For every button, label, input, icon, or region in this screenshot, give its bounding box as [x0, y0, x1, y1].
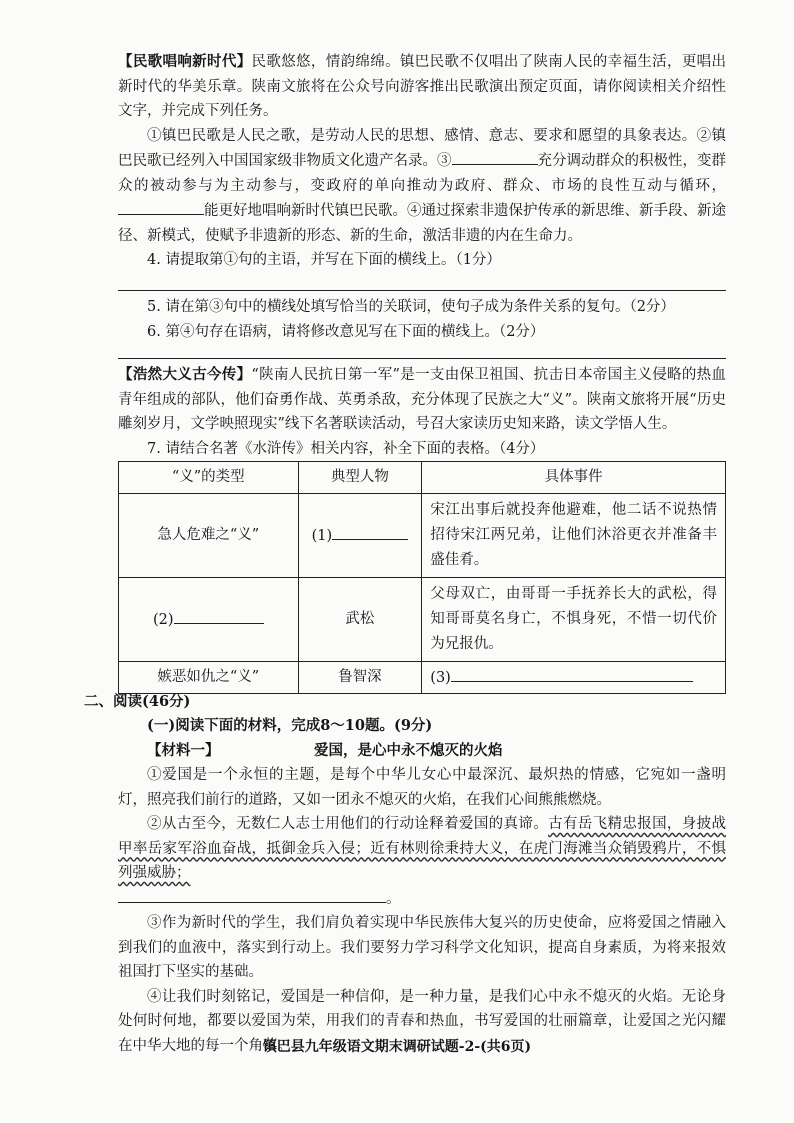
question-6: 6. 第④句存在语病，请将修改意见写在下面的横线上。（2分） [147, 323, 545, 340]
section-righteousness [118, 363, 726, 461]
answer-line-q6[interactable] [118, 358, 726, 359]
answer-blank-3b[interactable] [118, 198, 204, 215]
cell-type: (2) [119, 578, 299, 662]
question-4: 4. 请提取第①句的主语，并写在下面的横线上。（1分） [147, 252, 501, 268]
section-folk-songs [118, 50, 726, 273]
cell-event: 父母双亡，由哥哥一手抚养长大的武松，得知哥哥莫名身亡，不惧身死，不惜一切代价为兄报仇。 [422, 578, 726, 662]
answer-blank-1[interactable] [332, 523, 408, 540]
cell-type: 嫉恶如仇之“义” [119, 662, 299, 694]
cell-event: (3) [422, 662, 726, 694]
reading-body [118, 714, 726, 1058]
cell-event: 宋江出事后就投奔他避难，他二话不说热情招待宋江两兄弟，让他们沐浴更衣并准备丰盛佳肴。 [422, 494, 726, 578]
cell-type: 急人危难之“义” [119, 494, 299, 578]
answer-blank-p2[interactable] [118, 886, 386, 903]
answer-blank-3a[interactable] [452, 148, 538, 165]
question-5: 5. 请在第③句中的横线处填写恰当的关联词，使句子成为条件关系的复句。（2分） [147, 299, 675, 315]
reading-section [84, 690, 726, 715]
questions-5-6 [118, 295, 726, 344]
paragraph-4: ④让我们时刻铭记，爱国是一种信仰，是一种力量，是我们心中永不熄灭的火焰。无论身处何时何地，都要以爱国为荣，用我们的青春和热血，书写爱国的壮丽篇章，让爱国之光闪耀在中华大地的每一个角落。 [118, 988, 726, 1054]
material-title: 爱国，是心中永不熄灭的火焰 [314, 741, 503, 759]
table-row [119, 494, 726, 578]
righteousness-intro: 【浩然大义古今传】“陕南人民抗日第一军”是一支由保卫祖国、抗击日本帝国主义侵略的热血青年组成的部队，他们奋勇作战、英勇杀敌，充分体现了民族之大“义”。陕南文旅将开展“历史雕刻岁月，文学映照现实”线下名著联读活动，号召大家读历史知来路，读文学悟人生。 [118, 366, 726, 432]
paragraph-2: ②从古至今，无数仁人志士用他们的行动诠释着爱国的真谛。古有岳飞精忠报国，身披战甲率岳家军浴血奋战，抵御金兵入侵；近有林则徐秉持大义，在虎门海滩当众销毁鸦片，不惧列强威胁； 。 [118, 816, 727, 907]
material-one-heading [118, 739, 726, 764]
table-row [119, 662, 726, 694]
wavy-underlined-example: 古有岳飞精忠报国，身披战甲率岳家军浴血奋战，抵御金兵入侵；近有林则徐秉持大义，在虎门海滩当众销毁鸦片，不惧列强威胁； [118, 816, 727, 881]
cell-person: 鲁智深 [298, 662, 422, 694]
table-header-row [119, 462, 726, 494]
answer-blank-2[interactable] [174, 607, 264, 624]
paragraph-3: ③作为新时代的学生，我们肩负着实现中华民族伟大复兴的历史使命，应将爱国之情融入到我们的血液中，落实到行动上。我们要努力学习科学文化知识，提高自身素质，为将来报效祖国打下坚实的基础。 [118, 915, 726, 980]
reading-instructions: (一)阅读下面的材料，完成8～10题。(9分) [147, 717, 433, 734]
righteousness-tag: 【浩然大义古今传】 [118, 366, 252, 383]
question-7: 7. 请结合名著《水浒传》相关内容，补全下面的表格。（4分） [147, 440, 545, 457]
folk-songs-intro: 【民歌唱响新时代】民歌悠悠，情韵绵绵。镇巴民歌不仅唱出了陕南人民的幸福生活，更唱出新时代的华美乐章。陕南文旅将在公众号向游客推出民歌演出预定页面，请你阅读相关介绍性文字，并完成下列任务。 [118, 53, 727, 119]
header-event: 具体事件 [422, 462, 726, 494]
paragraph-1: ①爱国是一个永恒的主题，是每个中华儿女心中最深沉、最炽热的情感，它宛如一盏明灯，照亮我们前行的道路，又如一团永不熄灭的火焰，在我们心间熊熊燃烧。 [118, 767, 726, 808]
answer-line-q4[interactable] [118, 290, 726, 291]
header-type: “义”的类型 [119, 462, 299, 494]
page-footer: 镇巴县九年级语文期末调研试题-2-(共6页) [262, 1039, 532, 1055]
water-margin-table [118, 461, 726, 694]
cell-person: 武松 [298, 578, 422, 662]
table-row [119, 578, 726, 662]
water-margin-table-wrap [118, 461, 726, 694]
answer-blank-3[interactable] [451, 665, 693, 682]
folk-songs-tag: 【民歌唱响新时代】 [118, 53, 252, 70]
header-person: 典型人物 [298, 462, 422, 494]
folk-songs-passage: ①镇巴民歌是人民之歌，是劳动人民的思想、感情、意志、要求和愿望的具象表达。②镇巴民歌已经列入中国国家级非物质文化遗产名录。③ 充分调动群众的积极性，变群众的被动参与为主动参与，变政府的单向推动为政府、群众、市场的良性互动与循环，能更好地唱响新时代镇巴民歌。④通过探索非遗保护传承的新思维、新手段、新途径、新模式，使赋予非遗新的形态、新的生命，激活非遗的内在生命力。 [118, 127, 726, 244]
cell-person: (1) [298, 494, 422, 578]
material-tag: 【材料一】 [147, 741, 220, 759]
reading-title: 二、阅读(46分) [84, 693, 191, 710]
